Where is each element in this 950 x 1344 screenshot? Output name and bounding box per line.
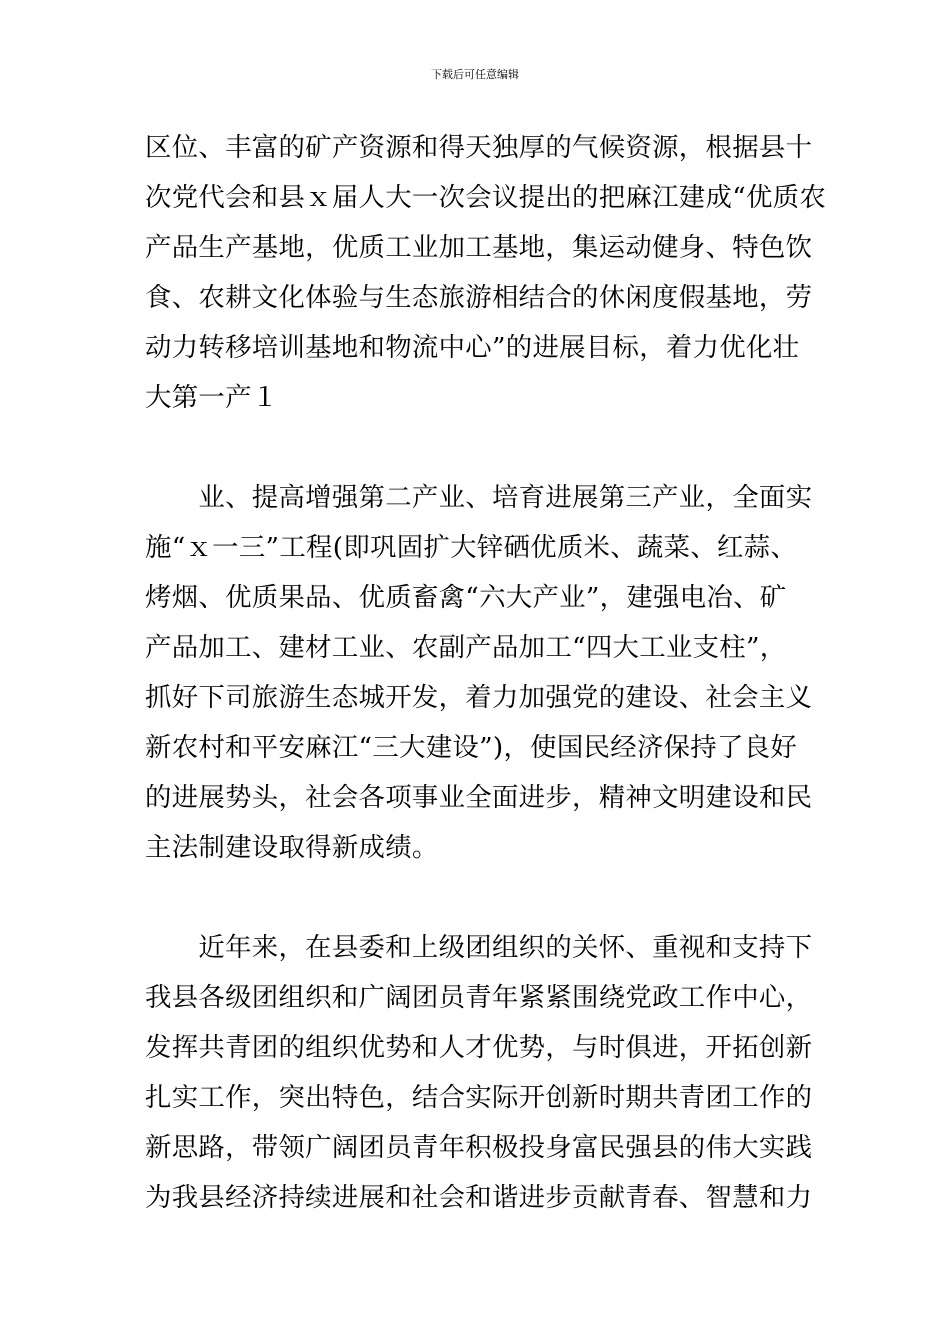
page-header-note: 下载后可任意编辑 (431, 68, 519, 81)
paragraph-1-line-4: 食、农耕文化体验与生态旅游相结合的休闲度假基地，劳 (145, 282, 813, 313)
paragraph-2-line-4: 产品加工、建材工业、农副产品加工“四大工业支柱”， (145, 632, 787, 663)
paragraph-2-line-2: 施“ｘ一三”工程(即巩固扩大锌硒优质米、蔬菜、红蒜、 (145, 532, 798, 563)
paragraph-3-line-6: 为我县经济持续进展和社会和谐进步贡献青春、智慧和力 (145, 1182, 813, 1213)
paragraph-1-line-6: 大第一产１ (145, 382, 279, 413)
paragraph-2-line-6: 新农村和平安麻江“三大建设”)，使国民经济保持了良好 (145, 732, 798, 763)
paragraph-2-line-5: 抓好下司旅游生态城开发，着力加强党的建设、社会主义 (145, 682, 813, 713)
paragraph-3-line-3: 发挥共青团的组织优势和人才优势，与时俱进，开拓创新 (145, 1032, 813, 1063)
paragraph-3-line-1: 近年来，在县委和上级团组织的关怀、重视和支持下 (145, 932, 813, 963)
paragraph-3-line-5: 新思路，带领广阔团员青年积极投身富民强县的伟大实践 (145, 1132, 813, 1163)
paragraph-2-line-7: 的进展势头，社会各项事业全面进步，精神文明建设和民 (145, 782, 813, 813)
paragraph-2-line-3: 烤烟、优质果品、优质畜禽“六大产业”，建强电冶、矿 (145, 582, 787, 613)
paragraph-1-line-2: 次党代会和县ｘ届人大一次会议提出的把麻江建成“优质农 (145, 182, 827, 213)
paragraph-1-line-3: 产品生产基地，优质工业加工基地，集运动健身、特色饮 (145, 232, 813, 263)
paragraph-1-line-5: 动力转移培训基地和物流中心”的进展目标，着力优化壮 (145, 332, 800, 363)
paragraph-3-line-4: 扎实工作，突出特色，结合实际开创新时期共青团工作的 (145, 1082, 813, 1113)
paragraph-2-line-1: 业、提高增强第二产业、培育进展第三产业，全面实 (145, 482, 813, 513)
paragraph-3-line-2: 我县各级团组织和广阔团员青年紧紧围绕党政工作中心， (145, 982, 813, 1013)
paragraph-2-line-8: 主法制建设取得新成绩。 (145, 832, 439, 863)
paragraph-1-line-1: 区位、丰富的矿产资源和得天独厚的气候资源，根据县十 (145, 132, 813, 163)
